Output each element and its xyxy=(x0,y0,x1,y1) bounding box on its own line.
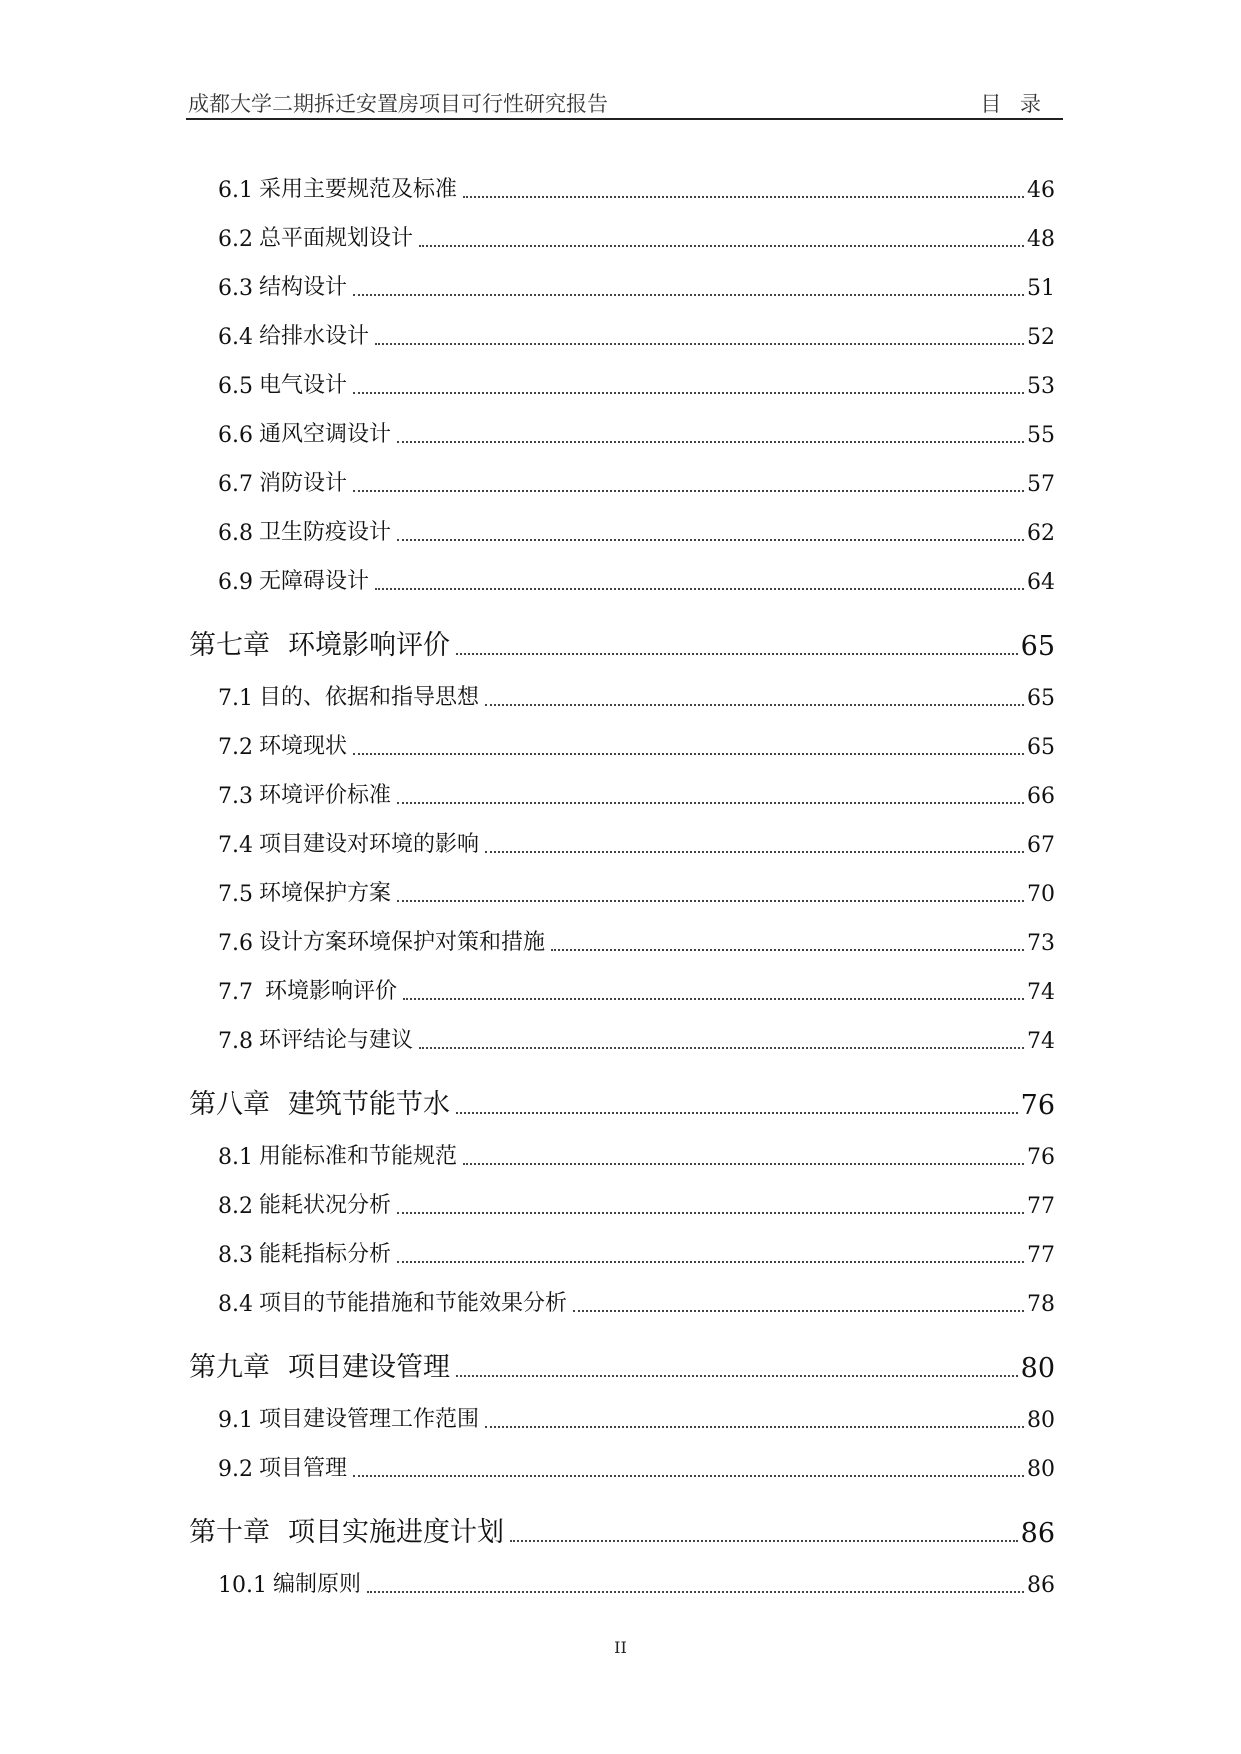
toc-entry-title: 无障碍设计 xyxy=(259,569,370,594)
dot-leader xyxy=(485,851,1024,853)
toc-entry-page: 52 xyxy=(1027,325,1055,350)
toc-section-entry[interactable] xyxy=(186,399,1055,448)
toc-entry-number: 8.2 xyxy=(218,1194,253,1219)
toc-entry-number: 6.8 xyxy=(218,521,253,546)
toc-section-entry[interactable] xyxy=(186,1219,1055,1268)
toc-entry-page: 70 xyxy=(1027,882,1055,907)
toc-section-entry[interactable] xyxy=(186,301,1055,350)
section-title: 目 录 xyxy=(980,92,1047,116)
toc-entry-page: 73 xyxy=(1027,931,1055,956)
toc-entry-page: 66 xyxy=(1027,784,1055,809)
toc-section-entry[interactable] xyxy=(186,448,1055,497)
toc-chapter-entry[interactable] xyxy=(186,1317,1055,1384)
toc-entry-number: 9.1 xyxy=(218,1408,253,1433)
dot-leader xyxy=(485,1426,1024,1428)
dot-leader xyxy=(375,588,1024,590)
toc-section-entry[interactable] xyxy=(186,662,1055,711)
toc-entry-number: 7.1 xyxy=(218,686,253,711)
dot-leader xyxy=(397,900,1024,902)
toc-entry-page: 65 xyxy=(1027,735,1055,760)
toc-entry-number: 10.1 xyxy=(218,1573,267,1598)
toc-entry-title: 项目的节能措施和节能效果分析 xyxy=(259,1291,568,1316)
toc-entry-page: 67 xyxy=(1027,833,1055,858)
toc-entry-title: 项目建设管理 xyxy=(288,1352,450,1383)
dot-leader xyxy=(463,1163,1024,1165)
toc-section-entry[interactable] xyxy=(186,1549,1055,1598)
toc-entry-page: 74 xyxy=(1027,980,1055,1005)
toc-section-entry[interactable] xyxy=(186,497,1055,546)
dot-leader xyxy=(353,392,1024,394)
dot-leader xyxy=(510,1540,1018,1542)
toc-entry-title: 设计方案环境保护对策和措施 xyxy=(259,930,546,955)
toc-entry-number: 6.1 xyxy=(218,178,253,203)
dot-leader xyxy=(485,704,1024,706)
toc-entry-number: 9.2 xyxy=(218,1457,253,1482)
toc-entry-title: 项目建设对环境的影响 xyxy=(259,832,480,857)
document-title: 成都大学二期拆迁安置房项目可行性研究报告 xyxy=(188,92,608,116)
toc-entry-number: 6.6 xyxy=(218,423,253,448)
toc-section-entry[interactable] xyxy=(186,956,1055,1005)
toc-section-entry[interactable] xyxy=(186,809,1055,858)
toc-entry-page: 76 xyxy=(1027,1145,1055,1170)
dot-leader xyxy=(353,490,1024,492)
dot-leader xyxy=(353,753,1024,755)
toc-entry-number: 6.7 xyxy=(218,472,253,497)
dot-leader xyxy=(397,539,1024,541)
toc-entry-title: 建筑节能节水 xyxy=(288,1089,450,1120)
toc-entry-number: 7.7 xyxy=(218,980,253,1005)
toc-section-entry[interactable] xyxy=(186,1005,1055,1054)
toc-section-entry[interactable] xyxy=(186,1170,1055,1219)
toc-section-entry[interactable] xyxy=(186,1121,1055,1170)
toc-entry-title: 电气设计 xyxy=(259,373,348,398)
toc-entry-page: 80 xyxy=(1020,1353,1055,1384)
toc-entry-number: 7.8 xyxy=(218,1029,253,1054)
dot-leader xyxy=(573,1310,1024,1312)
toc-entry-number: 第八章 xyxy=(189,1089,270,1120)
toc-entry-title: 环境影响评价 xyxy=(265,979,398,1004)
toc-entry-title: 环境评价标准 xyxy=(259,783,392,808)
toc-entry-page: 65 xyxy=(1027,686,1055,711)
toc-entry-title: 给排水设计 xyxy=(259,324,370,349)
toc-entry-title: 目的、依据和指导思想 xyxy=(259,685,480,710)
toc-entry-number: 8.4 xyxy=(218,1292,253,1317)
toc-entry-number: 第九章 xyxy=(189,1352,270,1383)
toc-chapter-entry[interactable] xyxy=(186,1482,1055,1549)
dot-leader xyxy=(367,1591,1024,1593)
toc-section-entry[interactable] xyxy=(186,350,1055,399)
toc-entry-title: 总平面规划设计 xyxy=(259,226,414,251)
toc-section-entry[interactable] xyxy=(186,907,1055,956)
dot-leader xyxy=(463,196,1024,198)
toc-entry-number: 7.6 xyxy=(218,931,253,956)
toc-section-entry[interactable] xyxy=(186,711,1055,760)
toc-entry-page: 51 xyxy=(1027,276,1055,301)
toc-section-entry[interactable] xyxy=(186,154,1055,203)
toc-entry-number: 6.4 xyxy=(218,325,253,350)
toc-entry-number: 7.3 xyxy=(218,784,253,809)
dot-leader xyxy=(403,998,1024,1000)
toc-entry-page: 64 xyxy=(1027,570,1055,595)
toc-entry-page: 53 xyxy=(1027,374,1055,399)
toc-entry-title: 能耗指标分析 xyxy=(259,1242,392,1267)
toc-entry-page: 74 xyxy=(1027,1029,1055,1054)
toc-entry-title: 项目实施进度计划 xyxy=(288,1517,504,1548)
toc-entry-title: 结构设计 xyxy=(259,275,348,300)
dot-leader xyxy=(397,802,1024,804)
toc-entry-title: 编制原则 xyxy=(272,1572,361,1597)
toc-entry-number: 7.2 xyxy=(218,735,253,760)
toc-entry-number: 8.1 xyxy=(218,1145,253,1170)
toc-entry-title: 采用主要规范及标准 xyxy=(259,177,458,202)
toc-entry-page: 86 xyxy=(1020,1518,1055,1549)
toc-entry-page: 65 xyxy=(1020,631,1055,662)
dot-leader xyxy=(456,653,1018,655)
dot-leader xyxy=(353,294,1024,296)
toc-entry-page: 62 xyxy=(1027,521,1055,546)
dot-leader xyxy=(419,1047,1024,1049)
toc-section-entry[interactable] xyxy=(186,252,1055,301)
table-of-contents xyxy=(186,154,1055,1598)
toc-entry-page: 55 xyxy=(1027,423,1055,448)
toc-chapter-entry[interactable] xyxy=(186,595,1055,662)
page-header xyxy=(186,86,1063,120)
toc-entry-page: 78 xyxy=(1027,1292,1055,1317)
toc-chapter-entry[interactable] xyxy=(186,1054,1055,1121)
toc-entry-page: 86 xyxy=(1027,1573,1055,1598)
dot-leader xyxy=(375,343,1024,345)
toc-entry-page: 80 xyxy=(1027,1457,1055,1482)
toc-entry-title: 环境保护方案 xyxy=(259,881,392,906)
toc-entry-number: 6.2 xyxy=(218,227,253,252)
dot-leader xyxy=(397,441,1024,443)
toc-entry-number: 第七章 xyxy=(189,630,270,661)
toc-entry-number: 6.9 xyxy=(218,570,253,595)
toc-entry-number: 8.3 xyxy=(218,1243,253,1268)
toc-section-entry[interactable] xyxy=(186,546,1055,595)
toc-entry-page: 77 xyxy=(1027,1243,1055,1268)
dot-leader xyxy=(397,1261,1024,1263)
toc-section-entry[interactable] xyxy=(186,858,1055,907)
dot-leader xyxy=(456,1375,1018,1377)
dot-leader xyxy=(419,245,1024,247)
toc-entry-title: 项目建设管理工作范围 xyxy=(259,1407,480,1432)
dot-leader xyxy=(397,1212,1024,1214)
toc-section-entry[interactable] xyxy=(186,203,1055,252)
toc-entry-page: 46 xyxy=(1027,178,1055,203)
toc-entry-page: 48 xyxy=(1027,227,1055,252)
toc-entry-title: 环评结论与建议 xyxy=(259,1028,414,1053)
toc-section-entry[interactable] xyxy=(186,1268,1055,1317)
dot-leader xyxy=(456,1112,1018,1114)
toc-entry-number: 6.3 xyxy=(218,276,253,301)
dot-leader xyxy=(551,949,1024,951)
toc-entry-page: 80 xyxy=(1027,1408,1055,1433)
toc-entry-title: 用能标准和节能规范 xyxy=(259,1144,458,1169)
toc-entry-number: 第十章 xyxy=(189,1517,270,1548)
toc-entry-title: 项目管理 xyxy=(259,1456,348,1481)
toc-entry-number: 7.4 xyxy=(218,833,253,858)
toc-entry-title: 能耗状况分析 xyxy=(259,1193,392,1218)
toc-entry-number: 6.5 xyxy=(218,374,253,399)
toc-entry-page: 77 xyxy=(1027,1194,1055,1219)
toc-entry-title: 通风空调设计 xyxy=(259,422,392,447)
toc-section-entry[interactable] xyxy=(186,760,1055,809)
toc-entry-page: 57 xyxy=(1027,472,1055,497)
toc-entry-page: 76 xyxy=(1020,1090,1055,1121)
toc-entry-title: 消防设计 xyxy=(259,471,348,496)
toc-section-entry[interactable] xyxy=(186,1384,1055,1433)
dot-leader xyxy=(353,1475,1024,1477)
toc-entry-number: 7.5 xyxy=(218,882,253,907)
toc-section-entry[interactable] xyxy=(186,1433,1055,1482)
toc-entry-title: 卫生防疫设计 xyxy=(259,520,392,545)
page-number: II xyxy=(614,1638,627,1657)
toc-entry-title: 环境现状 xyxy=(259,734,348,759)
toc-entry-title: 环境影响评价 xyxy=(288,630,450,661)
